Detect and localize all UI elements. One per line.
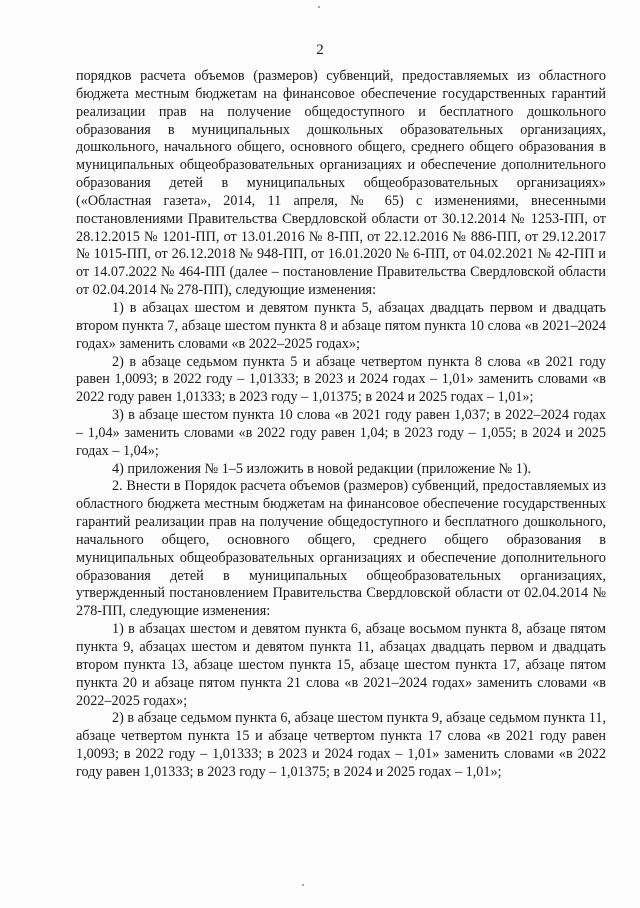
paragraph-item-1-4: 4) приложения № 1–5 изложить в новой редакции (приложение № 1). xyxy=(112,460,532,477)
paragraph-item-2-1: 1) в абзацах шестом и девятом пункта 6, абзаце восьмом пункта 8, абзаце пятом пункта 9, абзацах шестом и девятом пункта 11, абзацах двадцать первом и двадцать втором пункта 13, абзаце шестом пункта 15, абзаце шестом пункта 17, абзаце пятом пункта 20 и абзаце пятом пункта 21 слова «в 2021–2024 годах» заменить словами «в 2022–2025 годах»; xyxy=(76,621,606,709)
paragraph-section-2: 2. Внести в Порядок расчета объемов (размеров) субвенций, предоставляемых из областного бюджета местным бюджетам на финансовое обеспечение государственных гарантий реализации прав на получение общедоступного и бесплатного дошкольного, начального общего, основного общего, среднего общего образования в муниципальных общеобразовательных организациях и обеспечение дополнительного образования детей в муниципальных общеобразовательных организациях, утвержденный постановлением Правительства Свердловской области от 02.04.2014 № 278-ПП, следующие изменения: xyxy=(76,478,606,620)
scan-speck xyxy=(302,884,304,886)
document-body xyxy=(76,68,606,782)
paragraph-item-1-2: 2) в абзаце седьмом пункта 5 и абзаце четвертом пункта 8 слова «в 2021 году равен 1,0093; в 2022 году – 1,01333; в 2023 и 2024 годах – 1,01» заменить словами «в 2022 году равен 1,01333; в 2023 году – 1,01375; в 2024 и 2025 годах – 1,01»; xyxy=(76,353,606,406)
scan-speck xyxy=(318,6,320,8)
paragraph-item-1-1: 1) в абзацах шестом и девятом пункта 5, абзацах двадцать первом и двадцать втором пункта 7, абзаце шестом пункта 8 и абзаце пятом пункта 10 слова «в 2021–2024 годах» заменить словами «в 2022–2025 годах»; xyxy=(76,299,606,352)
page-number: 2 xyxy=(316,42,324,58)
paragraph-intro-continuation: порядков расчета объемов (размеров) субвенций, предоставляемых из областного бюджета местным бюджетам на финансовое обеспечение государственных гарантий реализации прав на получение общедоступного и бесплатного дошкольного образования в муниципальных дошкольных образовательных организациях, дошкольного, начального общего, основного общего, среднего общего образования в муниципальных общеобразовательных организациях и обеспечение дополнительного образования детей в муниципальных общеобразовательных организациях» («Областная газета», 2014, 11 апреля, № 65) с изменениями, внесенными постановлениями Правительства Свердловской области от 30.12.2014 № 1253-ПП, от 28.12.2015 № 1201-ПП, от 13.01.2016 № 8-ПП, от 22.12.2016 № 886-ПП, от 29.12.2017 № 1015-ПП, от 26.12.2018 № 948-ПП, от 16.01.2020 № 6-ПП, от 04.02.2021 № 42-ПП и от 14.07.2022 № 464-ПП (далее – постановление Правительства Свердловской области от 02.04.2014 № 278-ПП), следующие изменения: xyxy=(76,68,606,299)
paragraph-item-1-3: 3) в абзаце шестом пункта 10 слова «в 2021 году равен 1,037; в 2022–2024 годах – 1,04» заменить словами «в 2022 году равен 1,04; в 2023 году – 1,055; в 2024 и 2025 годах – 1,04»; xyxy=(76,407,606,459)
paragraph-item-2-2: 2) в абзаце седьмом пункта 6, абзаце шестом пункта 9, абзаце седьмом пункта 11, абзаце четвертом пункта 15 и абзаце четвертом пункта 17 слова «в 2021 году равен 1,0093; в 2022 году – 1,01333; в 2023 и 2024 годах – 1,01» заменить словами «в 2022 году равен 1,01333; в 2023 году – 1,01375; в 2024 и 2025 годах – 1,01»; xyxy=(76,710,606,780)
